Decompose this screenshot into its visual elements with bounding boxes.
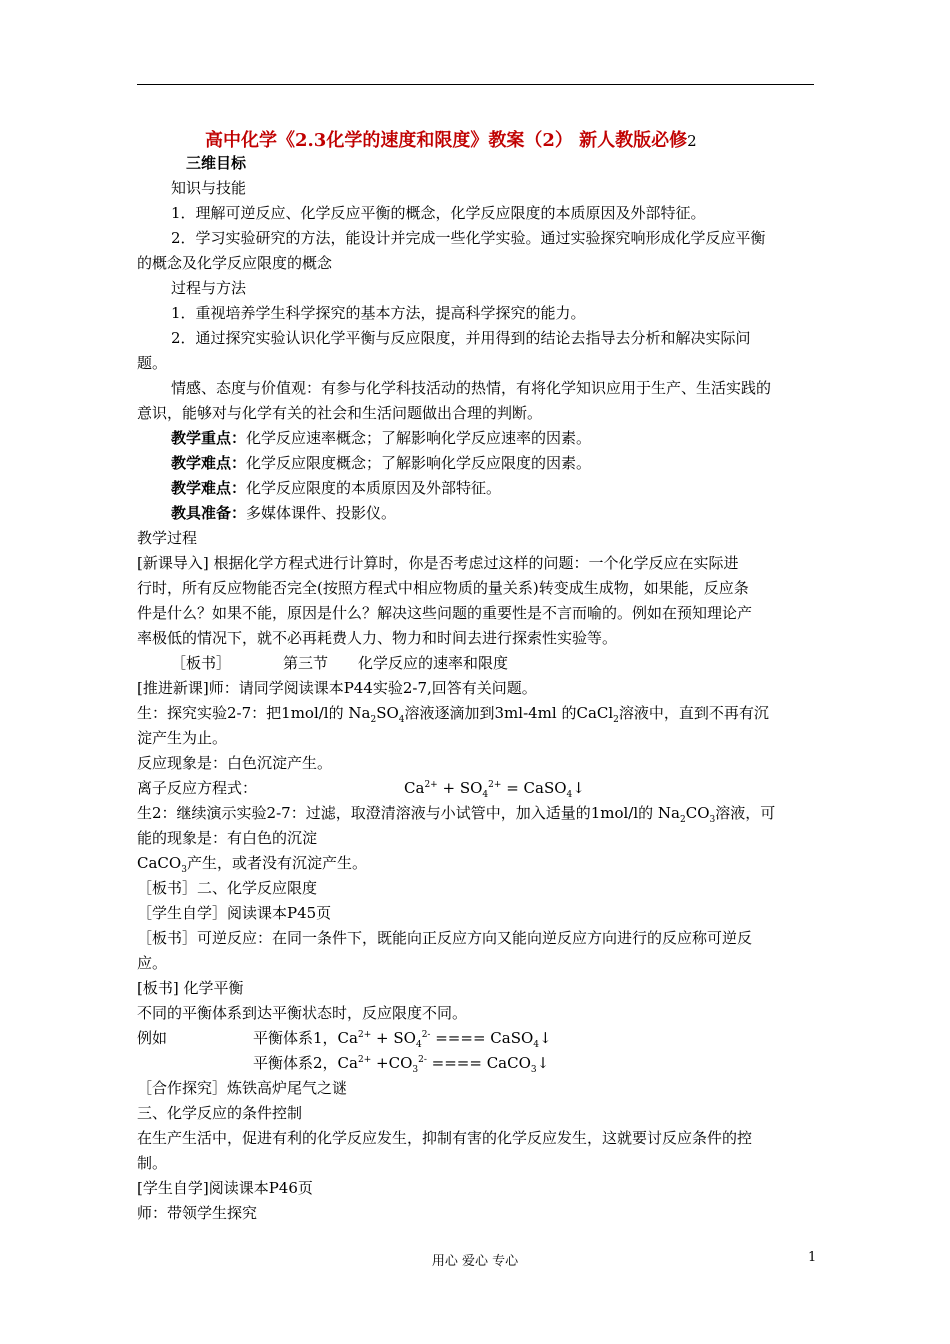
paragraph-line: 2．通过探究实验认识化学平衡与反应限度，并用得到的结论去指导去分析和解决实际问 [171,329,751,347]
paragraph-line: 1．理解可逆反应、化学反应平衡的概念，化学反应限度的本质原因及外部特征。 [171,204,706,222]
self-study-line: ［学生自学］阅读课本P45页 [137,904,332,922]
paragraph-line: 的概念及化学反应限度的概念 [137,254,333,272]
equilibrium-example-2: 平衡体系2，$Ca^{2+} +CO_3^{2-}$ ==== CaCO$_3$↓ [253,1054,550,1075]
board-note-line: ［板书］二、化学反应限度 [137,879,318,897]
paragraph-line: 在生产生活中，促进有利的化学反应发生，抑制有害的化学反应发生，这就要讨反应条件的控 [137,1129,753,1147]
paragraph-line: 反应现象是：白色沉淀产生。 [137,754,333,772]
paragraph-line: 制。 [137,1154,168,1172]
paragraph-line: CaCO$_3$产生，或者没有沉淀产生。 [137,854,367,875]
paragraph-line: 1．重视培养学生科学探究的基本方法，提高科学探究的能力。 [171,304,586,322]
title-tail: 2 [687,132,697,150]
equilibrium-example-1: 例如 平衡体系1，$Ca^{2+} + SO_4^{2-}$ ==== CaSO$_4$↓ [137,1029,552,1050]
header-rule [137,84,814,85]
section-heading: 三、化学反应的条件控制 [137,1104,303,1122]
paragraph-line: 能的现象是：有白色的沉淀 [137,829,318,847]
document-title: 高中化学《2.3化学的速度和限度》教案（2） 新人教版必修2 [205,130,697,151]
paragraph-line: 2．学习实验研究的方法，能设计并完成一些化学实验。通过实验探究响形成化学反应平衡 [171,229,766,247]
equation-line: 离子反应方程式： $Ca^{2+} + SO_4^{2+}$ = CaSO$_4$↓ [137,779,585,800]
paragraph-line: 应。 [137,954,168,972]
paragraph-line: 不同的平衡体系到达平衡状态时，反应限度不同。 [137,1004,468,1022]
paragraph-line: 生：探究实验2-7：把1mol/l的 $Na_2SO_4$溶液逐滴加到3ml-4ml 的CaCl$_2$溶液中，直到不再有沉 [137,704,769,725]
key-point-line: 教学重点：化学反应速率概念；了解影响化学反应速率的因素。 [171,429,592,447]
page-number: 1 [808,1250,817,1265]
board-note-line: ［板书］可逆反应：在同一条件下，既能向正反应方向又能向逆反应方向进行的反应称可逆反 [137,929,753,947]
paragraph-line: [推进新课]师：请同学阅读课本P44实验2-7,回答有关问题。 [137,679,537,697]
paragraph-line: 师：带领学生探究 [137,1204,258,1222]
paragraph-line: 情感、态度与价值观：有参与化学科技活动的热情，有将化学知识应用于生产、生活实践的 [171,379,772,397]
paragraph-line: 淀产生为止。 [137,729,228,747]
paragraph-line: 件是什么？如果不能，原因是什么？解决这些问题的重要性是不言而喻的。例如在预知理论产 [137,604,753,622]
section-heading-goals: 三维目标 [186,154,247,172]
difficulty-line: 教学难点：化学反应限度概念；了解影响化学反应限度的因素。 [171,454,592,472]
subheading-process: 过程与方法 [171,279,247,297]
footer-motto: 用心 爱心 专心 [431,1254,519,1269]
materials-line: 教具准备：多媒体课件、投影仪。 [171,504,397,522]
board-note-line: [板书] 化学平衡 [137,979,244,997]
board-note-line: ［板书］ 第三节 化学反应的速率和限度 [171,654,509,672]
self-study-line: [学生自学]阅读课本P46页 [137,1179,313,1197]
cooperation-line: ［合作探究］炼铁高炉尾气之谜 [137,1079,348,1097]
paragraph-line: 生2：继续演示实验2-7：过滤，取澄清溶液与小试管中，加入适量的1mol/l的 $Na_2CO_3$溶液，可 [137,804,776,825]
paragraph-line: 率极低的情况下，就不必再耗费人力、物力和时间去进行探索性实验等。 [137,629,618,647]
subheading-knowledge: 知识与技能 [171,179,247,197]
difficulty-line: 教学难点：化学反应限度的本质原因及外部特征。 [171,479,502,497]
paragraph-line: 题。 [137,354,168,372]
paragraph-line: 意识，能够对与化学有关的社会和生活问题做出合理的判断。 [137,404,543,422]
subheading-teaching-process: 教学过程 [137,529,198,547]
paragraph-line: 行时，所有反应物能否完全(按照方程式中相应物质的量关系)转变成生成物，如果能，反应条 [137,579,749,597]
paragraph-line: [新课导入] 根据化学方程式进行计算时，你是否考虑过这样的问题：一个化学反应在实际进 [137,554,739,572]
